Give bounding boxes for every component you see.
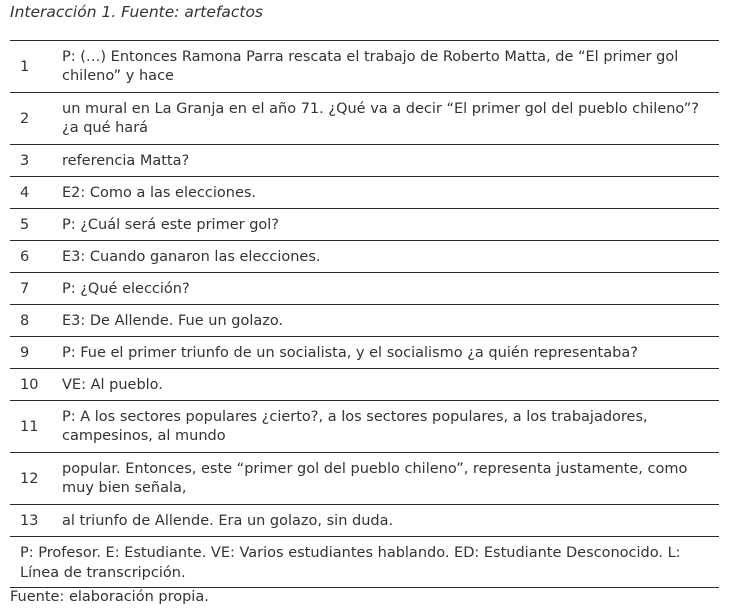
table-row [10,209,719,241]
source-line: Fuente: elaboración propia. [10,589,209,605]
line-number: 7 [10,273,60,305]
line-number: 6 [10,241,60,273]
table-row [10,305,719,337]
table-caption: Interacción 1. Fuente: artefactos [10,3,264,21]
transcript-text: P: ¿Cuál será este primer gol? [60,209,719,241]
transcript-text: P: (…) Entonces Ramona Parra rescata el trabajo de Roberto Matta, de “El primer gol chileno” y hace [60,41,719,93]
line-number: 3 [10,145,60,177]
line-number: 11 [10,401,60,453]
line-number: 12 [10,453,60,505]
transcript-text: P: Fue el primer triunfo de un socialista, y el socialismo ¿a quién representaba? [60,337,719,369]
line-number: 5 [10,209,60,241]
transcript-text: VE: Al pueblo. [60,369,719,401]
table-row [10,241,719,273]
transcript-text: P: ¿Qué elección? [60,273,719,305]
line-number: 4 [10,177,60,209]
table-row [10,273,719,305]
transcript-text: referencia Matta? [60,145,719,177]
line-number: 10 [10,369,60,401]
transcript-table [10,40,719,588]
table-row [10,177,719,209]
line-number: 2 [10,93,60,145]
table-row [10,505,719,537]
table-row [10,369,719,401]
transcript-text: E3: Cuando ganaron las elecciones. [60,241,719,273]
abbreviations-note: P: Profesor. E: Estudiante. VE: Varios estudiantes hablando. ED: Estudiante Desconocido. L: Línea de transcripción. [10,537,719,588]
table-row [10,453,719,505]
transcript-text: P: A los sectores populares ¿cierto?, a los sectores populares, a los trabajadores, campesinos, al mundo [60,401,719,453]
line-number: 9 [10,337,60,369]
table-row [10,41,719,93]
table-row [10,93,719,145]
table-footnote-row [10,537,719,588]
line-number: 8 [10,305,60,337]
table-row [10,337,719,369]
transcript-text: popular. Entonces, este “primer gol del pueblo chileno”, representa justamente, como muy bien señala, [60,453,719,505]
table-row [10,145,719,177]
transcript-text: un mural en La Granja en el año 71. ¿Qué va a decir “El primer gol del pueblo chileno”? ¿a qué hará [60,93,719,145]
transcript-text: E3: De Allende. Fue un golazo. [60,305,719,337]
line-number: 1 [10,41,60,93]
transcript-text: E2: Como a las elecciones. [60,177,719,209]
table-row [10,401,719,453]
line-number: 13 [10,505,60,537]
transcript-text: al triunfo de Allende. Era un golazo, sin duda. [60,505,719,537]
